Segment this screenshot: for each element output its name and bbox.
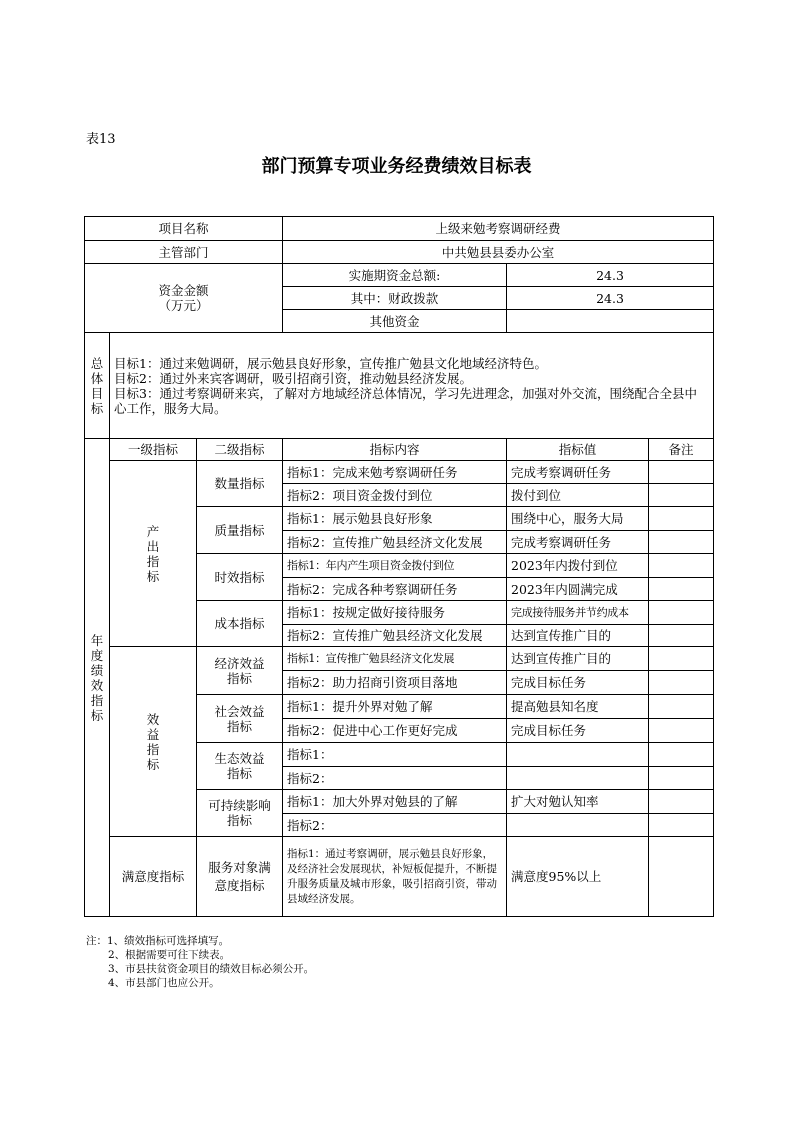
header-level2: 二级指标 (197, 439, 283, 461)
ecological-benefit-indicator-text: 生态效益指标 (214, 751, 265, 781)
table-row-value: 完成接待服务并节约成本 (507, 601, 649, 625)
table-row-value (507, 814, 649, 837)
header-remark: 备注 (649, 439, 714, 461)
output-indicator-label-text: 产出指标 (146, 523, 160, 584)
table-row-content: 指标1：年内产生项目资金拨付到位 (283, 554, 507, 578)
table-number: 表13 (86, 132, 116, 147)
economic-benefit-indicator (197, 647, 283, 695)
funds-label-line1: 资金金额 (158, 283, 209, 298)
cost-indicator: 成本指标 (197, 601, 283, 647)
project-name-label: 项目名称 (85, 217, 283, 241)
table-row-content: 指标1：通过考察调研，展示勉县良好形象，及经济社会发展现状，补短板促提升，不断提升服务质量及城市形象，吸引招商引资，带动县域经济发展。 (283, 837, 507, 917)
goal-2: 目标2：通过外来宾客调研，吸引招商引资，推动勉县经济发展。 (114, 370, 472, 386)
table-row-remark (649, 767, 714, 790)
social-benefit-indicator-text: 社会效益指标 (214, 703, 265, 734)
table-row-content: 指标1：加大外界对勉县的了解 (283, 790, 507, 814)
table-row-value: 扩大对勉认知率 (507, 790, 649, 814)
economic-benefit-indicator-text: 经济效益指标 (214, 655, 265, 686)
table-row-content: 指标1：按规定做好接待服务 (283, 601, 507, 625)
table-row-value: 围绕中心，服务大局 (507, 507, 649, 531)
service-satisfaction-indicator-text: 服务对象满意度指标 (208, 859, 271, 893)
quantity-indicator: 数量指标 (197, 461, 283, 507)
project-name-value: 上级来勉考察调研经费 (283, 217, 714, 241)
header-content: 指标内容 (283, 439, 507, 461)
table-row-content: 指标2：助力招商引资项目落地 (283, 671, 507, 695)
table-row-remark (649, 647, 714, 671)
table-row-content: 指标2： (283, 814, 507, 837)
table-row-remark (649, 507, 714, 531)
benefit-indicator-label-text: 效益指标 (146, 711, 160, 772)
table-row-content: 指标1：提升外界对勉了解 (283, 695, 507, 719)
table-row-value: 拨付到位 (507, 484, 649, 507)
funds-other-value (507, 310, 714, 333)
table-row-remark (649, 461, 714, 484)
performance-table (84, 216, 714, 917)
header-level1: 一级指标 (110, 439, 197, 461)
benefit-indicator-label (110, 647, 197, 837)
goal-3: 目标3：通过考察调研来宾，了解对方地域经济总体情况，学习先进理念，加强对外交流，围绕配合全县中心工作，服务大局。 (114, 385, 697, 416)
table-row-remark (649, 554, 714, 578)
document-title: 部门预算专项业务经费绩效目标表 (261, 156, 532, 177)
table-row-remark (649, 695, 714, 719)
table-row-content: 指标2：宣传推广勉县经济文化发展 (283, 625, 507, 647)
table-row-value: 达到宣传推广目的 (507, 625, 649, 647)
table-row-content: 指标1：宣传推广勉县经济文化发展 (283, 647, 507, 671)
service-satisfaction-indicator (197, 837, 283, 917)
funds-label (85, 264, 283, 333)
table-row-remark (649, 484, 714, 507)
header-value: 指标值 (507, 439, 649, 461)
funds-total-value: 24.3 (507, 264, 714, 287)
table-row-remark (649, 625, 714, 647)
table-row-value: 完成目标任务 (507, 719, 649, 743)
table-row-value: 提高勉县知名度 (507, 695, 649, 719)
table-row-value: 满意度95%以上 (507, 837, 649, 917)
dept-value: 中共勉县县委办公室 (283, 241, 714, 264)
table-row-content: 指标1：展示勉县良好形象 (283, 507, 507, 531)
table-row-content: 指标2：项目资金拨付到位 (283, 484, 507, 507)
table-row-remark (649, 719, 714, 743)
note-2: 2、根据需要可往下续表。 (108, 949, 231, 961)
table-row-content: 指标1：完成来勉考察调研任务 (283, 461, 507, 484)
table-row-remark (649, 578, 714, 601)
table-row-value (507, 743, 649, 767)
table-row-content: 指标1： (283, 743, 507, 767)
table-row-value (507, 767, 649, 790)
table-row-content: 指标2：促进中心工作更好完成 (283, 719, 507, 743)
table-row-value: 达到宣传推广目的 (507, 647, 649, 671)
table-row-value: 2023年内拨付到位 (507, 554, 649, 578)
satisfaction-indicator-label: 满意度指标 (110, 837, 197, 917)
table-row-value: 完成考察调研任务 (507, 531, 649, 554)
note-3: 3、市县扶贫资金项目的绩效目标必须公开。 (108, 963, 315, 975)
table-row-remark (649, 743, 714, 767)
ecological-benefit-indicator (197, 743, 283, 790)
output-indicator-label (110, 461, 197, 647)
funds-fiscal-value: 24.3 (507, 287, 714, 310)
overall-goal-label (85, 333, 110, 439)
funds-fiscal-label: 其中：财政拨款 (283, 287, 507, 310)
table-row-remark (649, 837, 714, 917)
table-row-content: 指标2： (283, 767, 507, 790)
dept-label: 主管部门 (85, 241, 283, 264)
footnotes (86, 934, 314, 990)
quality-indicator: 质量指标 (197, 507, 283, 554)
table-row-remark (649, 671, 714, 695)
table-row-remark (649, 531, 714, 554)
overall-goal-label-text: 总体目标 (90, 355, 104, 416)
table-row-value: 完成目标任务 (507, 671, 649, 695)
table-row-content: 指标2：完成各种考察调研任务 (283, 578, 507, 601)
note-4: 4、市县部门也应公开。 (108, 977, 220, 989)
funds-other-label: 其他资金 (283, 310, 507, 333)
goal-1: 目标1：通过来勉调研，展示勉县良好形象，宣传推广勉县文化地域经济特色。 (114, 355, 547, 371)
funds-total-label: 实施期资金总额: (283, 264, 507, 287)
timeliness-indicator: 时效指标 (197, 554, 283, 601)
sustainable-impact-indicator-text: 可持续影响指标 (208, 798, 271, 828)
funds-label-line2: （万元） (158, 298, 209, 313)
table-row-remark (649, 601, 714, 625)
social-benefit-indicator (197, 695, 283, 743)
overall-goals (110, 333, 714, 439)
annual-indicator-label-text: 年度绩效指标 (90, 632, 104, 723)
sustainable-impact-indicator (197, 790, 283, 837)
table-row-remark (649, 790, 714, 814)
annual-indicator-label (85, 439, 110, 917)
table-row-remark (649, 814, 714, 837)
table-row-value: 2023年内圆满完成 (507, 578, 649, 601)
table-row-value: 完成考察调研任务 (507, 461, 649, 484)
note-1: 注：1、绩效指标可选择填写。 (86, 935, 230, 947)
table-row-content: 指标2：宣传推广勉县经济文化发展 (283, 531, 507, 554)
